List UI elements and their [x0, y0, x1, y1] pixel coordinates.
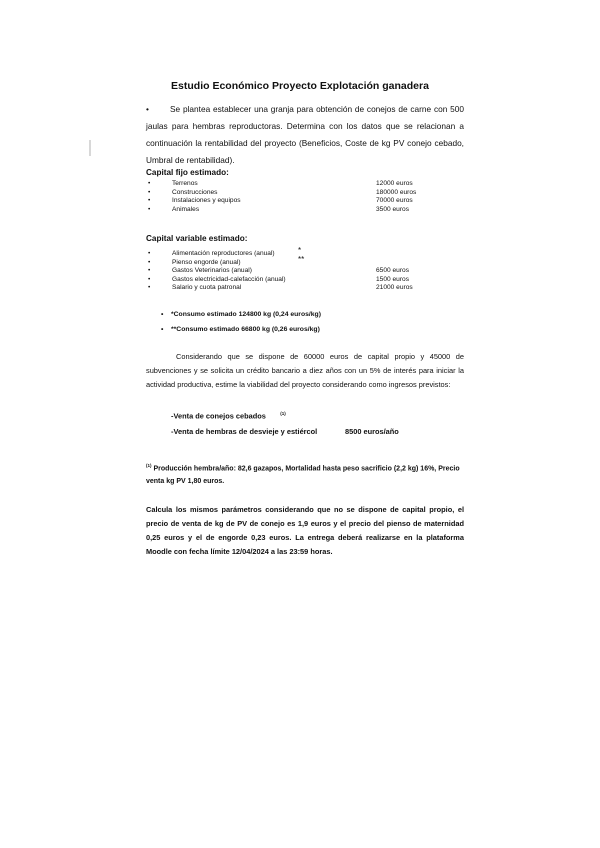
item-value: 21000 euros: [376, 284, 413, 292]
item-label: Gastos electricidad-calefacción (anual): [172, 275, 286, 283]
bullet-icon: •: [148, 188, 151, 196]
financing-paragraph: [146, 350, 464, 392]
note-text: *Consumo estimado 124800 kg (0,24 euros/kg): [171, 311, 321, 318]
revenue-value: 8500 euros/año: [345, 427, 399, 436]
bullet-icon: •: [148, 250, 151, 257]
item-value: 3500 euros: [376, 205, 409, 213]
item-label: Alimentación reproductores (anual): [172, 250, 275, 257]
note-item: [161, 308, 321, 323]
note-text: **Consumo estimado 66800 kg (0,26 euros/kg): [171, 325, 320, 333]
item-label: Instalaciones y equipos: [172, 197, 241, 205]
scan-artifact: [89, 140, 91, 156]
list-item: [148, 246, 408, 259]
bullet-icon: •: [161, 325, 164, 333]
bullet-icon: •: [148, 275, 151, 283]
capital-fijo-list: [148, 180, 417, 214]
note-item: [161, 323, 321, 338]
document-title: Estudio Económico Proyecto Explotación ganadera: [171, 80, 429, 92]
capital-fijo-title: Capital fijo estimado:: [146, 168, 229, 177]
item-label: Terrenos: [172, 180, 198, 187]
revenue-item: [171, 411, 286, 420]
capital-variable-list: [148, 246, 413, 293]
bullet-icon: •: [148, 180, 151, 187]
bullet-icon: •: [148, 258, 151, 266]
revenue-item: [171, 427, 399, 436]
capital-variable-title: Capital variable estimado:: [146, 234, 248, 243]
list-item: [148, 267, 408, 276]
item-value: 1500 euros: [376, 275, 409, 283]
item-label: Salario y cuota patronal: [172, 284, 242, 292]
item-value: 6500 euros: [376, 267, 409, 275]
consumption-notes: [161, 308, 321, 337]
list-item: [148, 206, 408, 215]
bullet-icon: •: [148, 205, 151, 213]
revenue-label: -Venta de hembras de desvieje y estiércol: [171, 427, 318, 436]
item-value: 180000 euros: [376, 188, 417, 196]
bullet-icon: •: [148, 267, 151, 275]
item-mark: *: [298, 246, 302, 255]
item-label: Construcciones: [172, 188, 218, 196]
bullet-icon: •: [148, 284, 151, 292]
footnote-text: Producción hembra/año: 82,6 gazapos, Mortalidad hasta peso sacrificio (2,2 kg) 16%, Precio venta kg PV 1,80 euros.: [146, 465, 460, 486]
revenue-label: -Venta de conejos cebados: [171, 411, 266, 421]
list-item: [148, 284, 413, 293]
item-label: Animales: [172, 205, 200, 213]
list-item: [148, 180, 413, 189]
item-value: 12000 euros: [376, 180, 413, 187]
intro-bullet: •: [146, 104, 149, 114]
list-item: [148, 188, 417, 198]
footnote: [146, 459, 464, 488]
task-paragraph: Calcula los mismos parámetros considerando que no se dispone de capital propio, el precio de venta de kg de PV de conejo es 1,9 euros y el precio del pienso de maternidad 0,25 euros y el de engorde 0,23 euros. La entrega deberá realizarse en la plataforma Moodle con fecha límite 12/04/2024 a las 23:59 horas.: [146, 505, 464, 556]
footnote-ref: (1): [146, 463, 152, 468]
list-item: [148, 276, 408, 285]
revenue-footnote-ref: (1): [280, 411, 286, 416]
item-mark: **: [298, 254, 305, 264]
list-item: [148, 197, 413, 206]
item-value: 70000 euros: [376, 197, 413, 205]
item-label: Gastos Veterinarios (anual): [172, 267, 252, 275]
intro-paragraph: [146, 101, 464, 169]
financing-text: Considerando que se dispone de 60000 euros de capital propio y 45000 de subvenciones y se solicita un crédito bancario a diez años con un 5% de interés para iniciar la actividad productiva, estime la viabilidad del proyecto considerando como ingresos previstos:: [146, 352, 464, 389]
intro-text: Se plantea establecer una granja para obtención de conejos de carne con 500 jaulas para hembras reproductoras. Determina con los datos que se relacionan a continuación la rentabilidad del proyecto (Beneficios, Coste de kg PV conejo cebado, Umbral de rentabilidad).: [146, 104, 464, 165]
list-item: [148, 254, 408, 268]
bullet-icon: •: [148, 197, 151, 205]
bullet-icon: •: [161, 311, 164, 318]
item-label: Pienso engorde (anual): [172, 258, 241, 266]
